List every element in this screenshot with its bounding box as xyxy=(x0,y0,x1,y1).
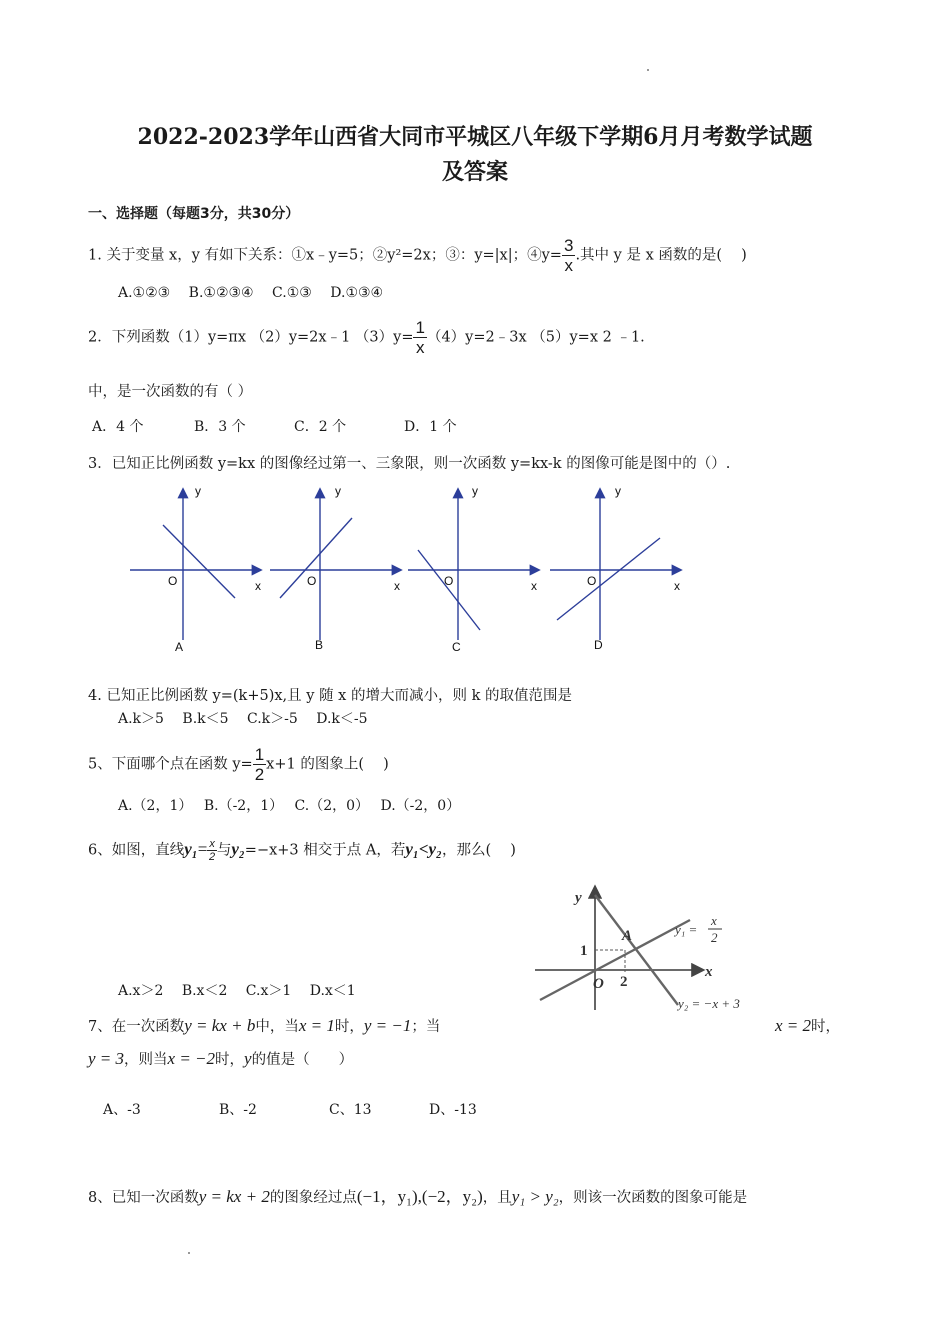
q1-options: A.①②③ B.①②③④ C.①③ D.①③④ xyxy=(118,285,384,301)
q2-fraction: $\frac{1}{x}$ xyxy=(415,318,425,357)
speck-top xyxy=(647,69,649,71)
q6-condition: y₁<y₂ xyxy=(405,839,442,859)
q6-fig-origin: O xyxy=(593,976,604,992)
question-2 xyxy=(88,318,645,357)
q6-fig-tick-x: 2 xyxy=(620,974,628,990)
q6-figure xyxy=(530,880,790,1020)
graph-d-y-label: y xyxy=(615,484,621,498)
q7-line1-end: x = 2时， xyxy=(775,1016,841,1035)
q2-option-b: B．3 个 xyxy=(194,419,246,435)
q6-fraction: $\frac{x}{2}$ xyxy=(209,838,216,863)
q1-fraction: $\frac{3}{x}$ xyxy=(563,236,574,275)
graph-c-x-label: x xyxy=(531,579,537,593)
graph-c xyxy=(408,484,538,654)
q6-fig-label-y1-den: 2 xyxy=(711,930,718,945)
q7-line2: y = 3，则当x = −2时，y的值是（ ） xyxy=(88,1049,354,1068)
question-6: 6、如图，直线y₁= $\frac{x}{2}$ 与y₂=−x+3 相交于点 A，若y₁<y₂，那么( ) xyxy=(88,838,516,863)
q7-equation: y = kx + b xyxy=(184,1016,256,1035)
q1-text-a: 1. 关于变量 x，y 有如下关系：①x﹣y=5；②y²=2x；③：y=|x|；④y= xyxy=(88,247,562,264)
question-5 xyxy=(88,745,389,784)
q7-option-a: A、-3 xyxy=(103,1102,141,1118)
q5-text-b: x+1 的图象上( ) xyxy=(266,756,389,773)
q5-text-a: 5、下面哪个点在函数 y= xyxy=(88,756,253,773)
q4-options: A.k＞5 B.k＜5 C.k＞-5 D.k＜-5 xyxy=(118,711,368,727)
graph-d-x-label: x xyxy=(674,579,680,593)
q8-condition: y₁ > y₂ xyxy=(511,1187,559,1206)
q6-fig-x-axis: x xyxy=(705,964,713,980)
q6-fig-y-axis: y xyxy=(575,890,582,906)
q6-fig-label-y1: y₁ = xyxy=(675,922,698,937)
q7-option-c: C、13 xyxy=(329,1102,372,1118)
speck-bottom xyxy=(188,1252,190,1254)
q7-option-d: D、-13 xyxy=(429,1102,477,1118)
q6-y1: y₁ xyxy=(184,839,198,859)
graph-c-y-label: y xyxy=(472,484,478,498)
question-1 xyxy=(88,236,747,275)
q7-option-b: B、-2 xyxy=(219,1102,257,1118)
q2-option-c: C．2 个 xyxy=(294,419,347,435)
graph-a-y-label: y xyxy=(195,484,201,498)
graph-b-origin: O xyxy=(307,574,317,588)
graph-a xyxy=(130,484,261,654)
question-7: 7、在一次函数y = kx + b中，当x = 1时，y = −1；当 xyxy=(88,1016,441,1035)
q2-option-d: D．1 个 xyxy=(404,419,457,435)
q6-fig-tick-y: 1 xyxy=(580,943,588,959)
graph-d xyxy=(550,484,680,652)
q6-fig-label-y2: y₂ = −x + 3 xyxy=(678,996,740,1011)
q8-equation: y = kx + 2 xyxy=(198,1187,270,1206)
section-heading: 一、选择题（每题3分，共30分） xyxy=(88,206,300,222)
q6-fig-label-y1-num: x xyxy=(711,913,717,928)
q2-text-a: 2．下列函数（1）y=πx （2）y=2x﹣1 （3）y= xyxy=(88,329,414,346)
q1-text-b: .其中 y 是 x 函数的是( ) xyxy=(575,247,747,264)
graph-a-x-label: x xyxy=(255,579,261,593)
graph-b-name: B xyxy=(315,638,324,652)
page-title-line2: 及答案 xyxy=(441,159,508,185)
graph-a-origin: O xyxy=(168,574,178,588)
graph-b-x-label: x xyxy=(394,579,400,593)
question-3: 3．已知正比例函数 y=kx 的图像经过第一、三象限，则一次函数 y=kx-k 的图像可能是图中的（）. xyxy=(88,456,731,472)
q8-points: (−1，y₁),(−2，y₂) xyxy=(356,1187,483,1206)
q3-graphs xyxy=(120,480,690,660)
q2-text-b: （4）y=2﹣3x （5）y=x 2 ﹣1. xyxy=(426,329,645,346)
q5-options: A.（2，1） B.（-2，1） C.（2，0） D.（-2，0） xyxy=(118,798,461,814)
q5-fraction: $\frac{1}{2}$ xyxy=(254,745,265,784)
q6-fig-point-a: A xyxy=(622,928,633,944)
q2-line2: 中，是一次函数的有（ ） xyxy=(88,384,253,400)
q6-y2: y₂ xyxy=(231,839,245,859)
question-8: 8、已知一次函数y = kx + 2的图象经过点(−1，y₁),(−2，y₂)，且y₁ > y₂，则该一次函数的图象可能是 xyxy=(88,1187,748,1206)
graph-d-name: D xyxy=(594,638,603,652)
graph-a-name: A xyxy=(175,640,184,654)
graph-c-name: C xyxy=(452,640,461,654)
question-4: 4. 已知正比例函数 y=(k+5)x,且 y 随 x 的增大而减小，则 k 的取值范围是 xyxy=(88,688,572,704)
q2-option-a: A．4 个 xyxy=(92,419,144,435)
graph-b xyxy=(270,484,400,652)
graph-b-y-label: y xyxy=(335,484,341,498)
q6-options: A.x＞2 B.x＜2 C.x＞1 D.x＜1 xyxy=(118,983,356,999)
page-title: 2022-2023学年山西省大同市平城区八年级下学期6月月考数学试题 xyxy=(137,124,813,150)
graph-c-origin: O xyxy=(444,574,454,588)
graph-d-origin: O xyxy=(587,574,597,588)
